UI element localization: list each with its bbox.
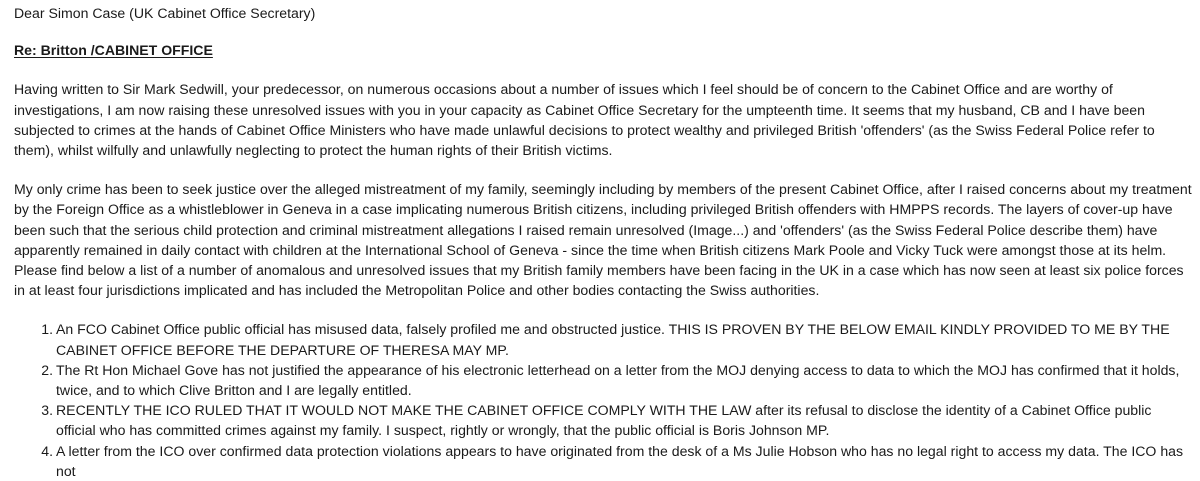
list-item [41, 319, 1194, 359]
list-item-text: An FCO Cabinet Office public official has misused data, falsely profiled me and obstructed justice. THIS IS PROVEN BY THE BELOW EMAIL KINDLY PROVIDED TO ME BY THE CABINET OFFICE BEFORE THE DEPARTURE OF THERESA MAY MP. [56, 321, 1170, 358]
paragraph: Having written to Sir Mark Sedwill, your predecessor, on numerous occasions about a number of issues which I feel should be of concern to the Cabinet Office and are worthy of investigations, I am now raising these unresolved issues with you in your capacity as Cabinet Office Secretary for the umpteenth time. It seems that my husband, CB and I have been subjected to crimes at the hands of Cabinet Office Ministers who have made unlawful decisions to protect wealthy and privileged British 'offenders' (as the Swiss Federal Police refer to them), whilst wilfully and unlawfully neglecting to protect the human rights of their British victims. [14, 81, 1155, 159]
list-item [41, 441, 1194, 481]
list-item-text: RECENTLY THE ICO RULED THAT IT WOULD NOT MAKE THE CABINET OFFICE COMPLY WITH THE LAW after its refusal to disclose the identity of a Cabinet Office public official who has committed crimes against my family. I suspect, rightly or wrongly, that the public official is Boris Johnson MP. [56, 402, 1152, 439]
list-item [41, 400, 1194, 440]
letter-document [14, 0, 1194, 481]
list-item-text: A letter from the ICO over confirmed data protection violations appears to have originated from the desk of a Ms Julie Hobson who has no legal right to access my data. The ICO has not [56, 442, 1184, 479]
list-item-number: 1 . [41, 319, 53, 339]
subject-line: Re: Britton /CABINET OFFICE [14, 42, 213, 59]
salutation: Dear Simon Case (UK Cabinet Office Secretary) [14, 5, 316, 21]
paragraph: My only crime has been to seek justice over the alleged mistreatment of my family, seemingly including by members of the present Cabinet Office, after I raised concerns about my treatment by the Foreign Office as a whistleblower in Geneva in a case implicating numerous British citizens, including privileged British offenders with HMPPS records. The layers of cover-up have been such that the serious child protection and criminal mistreatment allegations I raised remain unresolved (Image...) and 'offenders' (as the Swiss Federal Police describe them) have apparently remained in daily contact with children at the International School of Geneva - since the time when British citizens Mark Poole and Vicky Tuck were amongst those at its helm. Please find below a list of a number of anomalous and unresolved issues that my British family members have been facing in the UK in a case which has now seen at least six police forces in at least four jurisdictions implicated and has included the Metropolitan Police and other bodies contacting the Swiss authorities. [14, 181, 1192, 299]
list-item-number: 3 . [41, 400, 53, 420]
list-item-number: 4 . [41, 441, 53, 461]
list-item [41, 360, 1194, 400]
list-item-text: The Rt Hon Michael Gove has not justified the appearance of his electronic letterhead on a letter from the MOJ denying access to data to which the MOJ has confirmed that it holds, twice, and to which Clive Britton and I are legally entitled. [56, 361, 1180, 399]
list-item-number: 2 . [41, 360, 53, 380]
issues-list [14, 319, 1194, 481]
